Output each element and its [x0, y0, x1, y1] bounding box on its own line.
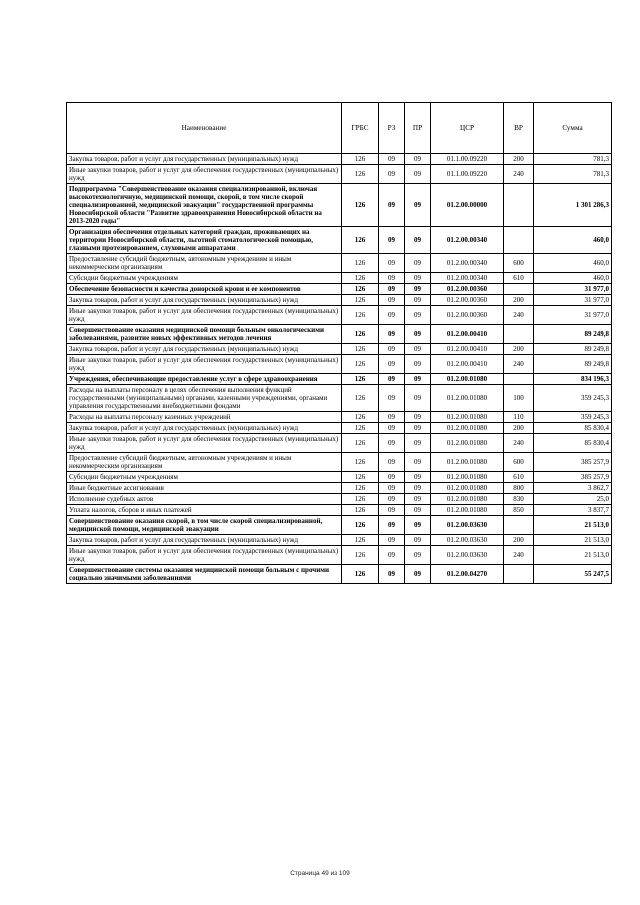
cell-rz: 09: [379, 284, 405, 295]
cell-sum: 385 257,9: [534, 472, 612, 483]
cell-sum: 359 245,3: [534, 412, 612, 423]
cell-grbs: 126: [342, 165, 379, 184]
cell-vr: [504, 516, 534, 535]
cell-pr: 09: [405, 273, 431, 284]
cell-grbs: 126: [342, 434, 379, 453]
header-vr: ВР: [504, 103, 534, 154]
table-row: [67, 154, 612, 165]
cell-rz: 09: [379, 505, 405, 516]
cell-rz: 09: [379, 184, 405, 227]
cell-csr: 01.2.00.01080: [431, 374, 504, 385]
cell-pr: 09: [405, 385, 431, 412]
cell-csr: 01.2.00.01080: [431, 434, 504, 453]
cell-rz: 09: [379, 494, 405, 505]
cell-pr: 09: [405, 227, 431, 254]
cell-sum: 89 249,8: [534, 325, 612, 344]
cell-grbs: 126: [342, 154, 379, 165]
cell-csr: 01.2.00.01080: [431, 494, 504, 505]
cell-sum: 3 862,7: [534, 483, 612, 494]
table-row: [67, 227, 612, 254]
cell-pr: 09: [405, 516, 431, 535]
cell-csr: 01.2.00.01080: [431, 385, 504, 412]
cell-sum: 385 257,9: [534, 453, 612, 472]
cell-sum: 25,0: [534, 494, 612, 505]
cell-name: Субсидии бюджетным учреждениям: [67, 273, 342, 284]
cell-rz: 09: [379, 546, 405, 565]
cell-rz: 09: [379, 385, 405, 412]
table-row: [67, 505, 612, 516]
page-number: Страница 49 из 109: [290, 870, 350, 877]
table-row: [67, 306, 612, 325]
cell-sum: 85 830,4: [534, 434, 612, 453]
cell-vr: 200: [504, 423, 534, 434]
cell-grbs: 126: [342, 423, 379, 434]
cell-vr: 240: [504, 165, 534, 184]
cell-vr: 800: [504, 483, 534, 494]
header-rz: РЗ: [379, 103, 405, 154]
cell-name: Закупка товаров, работ и услуг для государственных (муниципальных) нужд: [67, 423, 342, 434]
cell-name: Уплата налогов, сборов и иных платежей: [67, 505, 342, 516]
cell-grbs: 126: [342, 273, 379, 284]
table-row: [67, 184, 612, 227]
cell-vr: 240: [504, 355, 534, 374]
table-row: [67, 483, 612, 494]
cell-vr: 200: [504, 344, 534, 355]
cell-sum: 31 977,0: [534, 284, 612, 295]
cell-grbs: 126: [342, 453, 379, 472]
cell-vr: [504, 284, 534, 295]
cell-pr: 09: [405, 325, 431, 344]
cell-sum: 85 830,4: [534, 423, 612, 434]
cell-grbs: 126: [342, 535, 379, 546]
cell-name: Закупка товаров, работ и услуг для государственных (муниципальных) нужд: [67, 295, 342, 306]
cell-grbs: 126: [342, 374, 379, 385]
cell-name: Организация обеспечения отдельных категорий граждан, проживающих на территории Новосибирской области, льготной стоматологической помощью, глазными протезированием, слуховыми аппаратами: [67, 227, 342, 254]
cell-grbs: 126: [342, 505, 379, 516]
cell-csr: 01.2.00.00340: [431, 273, 504, 284]
cell-vr: 600: [504, 254, 534, 273]
table-row: [67, 295, 612, 306]
cell-grbs: 126: [342, 412, 379, 423]
table-row: [67, 472, 612, 483]
cell-rz: 09: [379, 227, 405, 254]
cell-rz: 09: [379, 453, 405, 472]
cell-name: Иные закупки товаров, работ и услуг для обеспечения государственных (муниципальных) нужд: [67, 546, 342, 565]
cell-pr: 09: [405, 254, 431, 273]
cell-vr: 200: [504, 154, 534, 165]
cell-pr: 09: [405, 434, 431, 453]
cell-grbs: 126: [342, 284, 379, 295]
header-name: Наименование: [67, 103, 342, 154]
cell-rz: 09: [379, 483, 405, 494]
cell-pr: 09: [405, 184, 431, 227]
cell-sum: 460,0: [534, 227, 612, 254]
cell-grbs: 126: [342, 494, 379, 505]
table-row: [67, 453, 612, 472]
cell-sum: 31 977,0: [534, 295, 612, 306]
cell-rz: 09: [379, 154, 405, 165]
cell-rz: 09: [379, 355, 405, 374]
cell-csr: 01.2.00.03630: [431, 516, 504, 535]
cell-grbs: 126: [342, 254, 379, 273]
cell-pr: 09: [405, 472, 431, 483]
cell-vr: 240: [504, 546, 534, 565]
table-row: [67, 423, 612, 434]
cell-name: Расходы на выплаты персоналу в целях обеспечения выполнения функций государственными (муниципальными) органами, казенными учреждениями, органами управления государственными внебюджетными фондами: [67, 385, 342, 412]
cell-pr: 09: [405, 295, 431, 306]
table-row: [67, 546, 612, 565]
cell-grbs: 126: [342, 295, 379, 306]
cell-vr: 110: [504, 412, 534, 423]
cell-vr: 240: [504, 306, 534, 325]
table-row: [67, 344, 612, 355]
cell-csr: 01.2.00.01080: [431, 412, 504, 423]
cell-pr: 09: [405, 165, 431, 184]
cell-csr: 01.2.00.04270: [431, 565, 504, 584]
cell-vr: 610: [504, 472, 534, 483]
cell-pr: 09: [405, 565, 431, 584]
cell-vr: 830: [504, 494, 534, 505]
table-row: [67, 516, 612, 535]
cell-name: Подпрограмма "Совершенствование оказания специализированной, включая высокотехнологичную, медицинской помощи, скорой, в том числе скорой специализированной, медицинской эвакуации" государственной программы Новосибирской области "Развитие здравоохранения Новосибирской области на 2013-2020 годы": [67, 184, 342, 227]
cell-csr: 01.2.00.00000: [431, 184, 504, 227]
cell-csr: 01.2.00.01080: [431, 483, 504, 494]
cell-rz: 09: [379, 306, 405, 325]
header-csr: ЦСР: [431, 103, 504, 154]
cell-csr: 01.2.00.00360: [431, 284, 504, 295]
cell-sum: 1 301 286,3: [534, 184, 612, 227]
cell-sum: 781,3: [534, 165, 612, 184]
cell-pr: 09: [405, 453, 431, 472]
cell-vr: 200: [504, 535, 534, 546]
cell-grbs: 126: [342, 325, 379, 344]
cell-rz: 09: [379, 165, 405, 184]
cell-pr: 09: [405, 344, 431, 355]
cell-name: Иные закупки товаров, работ и услуг для обеспечения государственных (муниципальных) нужд: [67, 355, 342, 374]
table-row: [67, 412, 612, 423]
cell-sum: 89 249,8: [534, 344, 612, 355]
cell-pr: 09: [405, 306, 431, 325]
cell-grbs: 126: [342, 546, 379, 565]
cell-sum: 3 837,7: [534, 505, 612, 516]
cell-rz: 09: [379, 412, 405, 423]
cell-pr: 09: [405, 284, 431, 295]
cell-rz: 09: [379, 472, 405, 483]
cell-csr: 01.2.00.00340: [431, 254, 504, 273]
cell-vr: [504, 374, 534, 385]
cell-pr: 09: [405, 483, 431, 494]
table-header-row: [67, 103, 612, 154]
cell-csr: 01.2.00.03630: [431, 535, 504, 546]
table-row: [67, 385, 612, 412]
table-row: [67, 535, 612, 546]
cell-sum: 21 513,0: [534, 516, 612, 535]
cell-pr: 09: [405, 154, 431, 165]
cell-sum: 89 249,8: [534, 355, 612, 374]
cell-vr: [504, 565, 534, 584]
cell-csr: 01.1.00.09220: [431, 154, 504, 165]
cell-csr: 01.2.00.00410: [431, 325, 504, 344]
table-row: [67, 355, 612, 374]
cell-grbs: 126: [342, 344, 379, 355]
cell-rz: 09: [379, 535, 405, 546]
cell-csr: 01.2.00.00340: [431, 227, 504, 254]
cell-grbs: 126: [342, 483, 379, 494]
cell-rz: 09: [379, 273, 405, 284]
cell-rz: 09: [379, 295, 405, 306]
cell-name: Исполнение судебных актов: [67, 494, 342, 505]
cell-sum: 21 513,0: [534, 535, 612, 546]
cell-name: Предоставление субсидий бюджетным, автономным учреждениям и иным некоммерческим организациям: [67, 254, 342, 273]
cell-sum: 21 513,0: [534, 546, 612, 565]
cell-name: Совершенствование системы оказания медицинской помощи больным с прочими социально значимыми заболеваниями: [67, 565, 342, 584]
cell-name: Предоставление субсидий бюджетным, автономным учреждениям и иным некоммерческим организациям: [67, 453, 342, 472]
cell-csr: 01.2.00.00410: [431, 344, 504, 355]
cell-name: Обеспечение безопасности и качества донорской крови и ее компонентов: [67, 284, 342, 295]
cell-pr: 09: [405, 494, 431, 505]
cell-name: Иные бюджетные ассигнования: [67, 483, 342, 494]
cell-name: Иные закупки товаров, работ и услуг для обеспечения государственных (муниципальных) нужд: [67, 165, 342, 184]
cell-vr: 240: [504, 434, 534, 453]
table-row: [67, 284, 612, 295]
cell-grbs: 126: [342, 184, 379, 227]
cell-rz: 09: [379, 374, 405, 385]
cell-rz: 09: [379, 434, 405, 453]
cell-name: Совершенствование оказания медицинской помощи больным онкологическими заболеваниями, развитие новых эффективных методов лечения: [67, 325, 342, 344]
cell-vr: [504, 227, 534, 254]
budget-table: [66, 102, 612, 584]
cell-csr: 01.2.00.01080: [431, 453, 504, 472]
cell-sum: 359 245,3: [534, 385, 612, 412]
cell-rz: 09: [379, 565, 405, 584]
cell-name: Совершенствование оказания скорой, в том числе скорой специализированной, медицинской помощи, медицинской эвакуации: [67, 516, 342, 535]
cell-rz: 09: [379, 516, 405, 535]
cell-pr: 09: [405, 546, 431, 565]
cell-vr: [504, 325, 534, 344]
cell-grbs: 126: [342, 227, 379, 254]
cell-pr: 09: [405, 535, 431, 546]
cell-csr: 01.2.00.00360: [431, 306, 504, 325]
cell-sum: 834 196,3: [534, 374, 612, 385]
cell-name: Субсидии бюджетным учреждениям: [67, 472, 342, 483]
cell-grbs: 126: [342, 472, 379, 483]
cell-pr: 09: [405, 374, 431, 385]
cell-name: Учреждения, обеспечивающие предоставление услуг в сфере здравоохранения: [67, 374, 342, 385]
cell-grbs: 126: [342, 516, 379, 535]
cell-grbs: 126: [342, 306, 379, 325]
cell-pr: 09: [405, 423, 431, 434]
table-row: [67, 325, 612, 344]
header-grbs: ГРБС: [342, 103, 379, 154]
cell-rz: 09: [379, 325, 405, 344]
cell-vr: 600: [504, 453, 534, 472]
cell-vr: [504, 184, 534, 227]
cell-grbs: 126: [342, 385, 379, 412]
cell-name: Закупка товаров, работ и услуг для государственных (муниципальных) нужд: [67, 344, 342, 355]
cell-csr: 01.2.00.00410: [431, 355, 504, 374]
cell-pr: 09: [405, 505, 431, 516]
cell-sum: 460,0: [534, 273, 612, 284]
table-row: [67, 494, 612, 505]
cell-csr: 01.2.00.01080: [431, 472, 504, 483]
table-row: [67, 165, 612, 184]
cell-vr: 850: [504, 505, 534, 516]
table-row: [67, 434, 612, 453]
table-row: [67, 273, 612, 284]
cell-rz: 09: [379, 423, 405, 434]
cell-pr: 09: [405, 412, 431, 423]
table-body: [67, 154, 612, 584]
cell-name: Расходы на выплаты персоналу казенных учреждений: [67, 412, 342, 423]
header-pr: ПР: [405, 103, 431, 154]
table-row: [67, 565, 612, 584]
cell-name: Закупка товаров, работ и услуг для государственных (муниципальных) нужд: [67, 154, 342, 165]
header-sum: Сумма: [534, 103, 612, 154]
cell-name: Закупка товаров, работ и услуг для государственных (муниципальных) нужд: [67, 535, 342, 546]
cell-vr: 610: [504, 273, 534, 284]
cell-rz: 09: [379, 254, 405, 273]
cell-csr: 01.1.00.09220: [431, 165, 504, 184]
cell-csr: 01.2.00.00360: [431, 295, 504, 306]
cell-csr: 01.2.00.01080: [431, 505, 504, 516]
cell-name: Иные закупки товаров, работ и услуг для обеспечения государственных (муниципальных) нужд: [67, 306, 342, 325]
cell-csr: 01.2.00.01080: [431, 423, 504, 434]
cell-sum: 55 247,5: [534, 565, 612, 584]
cell-pr: 09: [405, 355, 431, 374]
cell-grbs: 126: [342, 355, 379, 374]
cell-sum: 460,0: [534, 254, 612, 273]
table-row: [67, 374, 612, 385]
cell-vr: 100: [504, 385, 534, 412]
cell-sum: 781,3: [534, 154, 612, 165]
table-row: [67, 254, 612, 273]
cell-vr: 200: [504, 295, 534, 306]
cell-grbs: 126: [342, 565, 379, 584]
cell-name: Иные закупки товаров, работ и услуг для обеспечения государственных (муниципальных) нужд: [67, 434, 342, 453]
cell-rz: 09: [379, 344, 405, 355]
cell-sum: 31 977,0: [534, 306, 612, 325]
cell-csr: 01.2.00.03630: [431, 546, 504, 565]
